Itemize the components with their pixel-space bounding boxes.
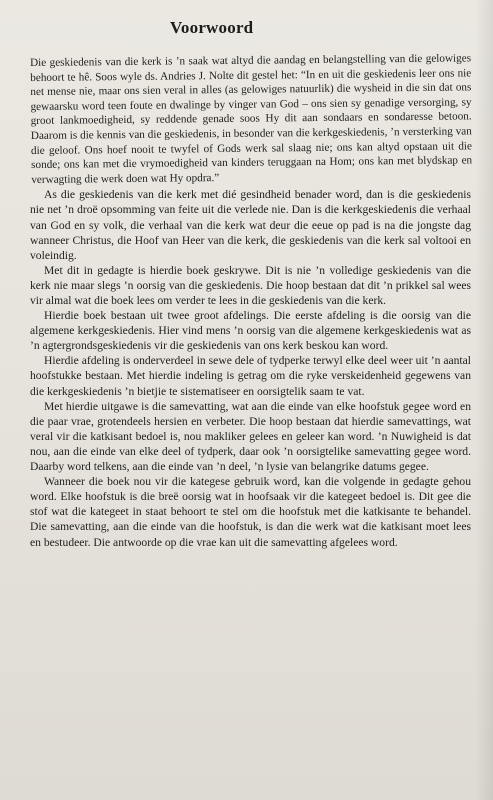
paragraph-1: Die geskiedenis van die kerk is ’n saak wat altyd die aandag en belangstelling van die gelowiges behoort te hê. Soos wyle ds. Andries J. Nolte dit gestel het: “In en uit die geskiedenis leer ons nie net mense nie, maar ons sien veral in alles (as gelowiges natuurlik) die wysheid in die sin dat ons gewaarsku word teen foute en dwalinge by vinger van God – ons sien sy genadige versorging, sy groot lankmoedigheid, sy reddende genade soos Hy dit aan sondaars en sondaresse betoon. Daarom is die kennis van die geskiedenis, in besonder van die kerkgeskiedenis, ’n versterking van die geloof. Ons hoef nooit te twyfel of Gods werk sal slaag nie; ons kan altyd opstaan uit die sonde; ons kan met die vrymoedigheid van kinders teruggaan na Hom; ons kan met blydskap en verwagting die werk doen wat Hy opdra.” — [30, 52, 473, 186]
paragraph-3: Met dit in gedagte is hierdie boek geskrywe. Dit is nie ’n volledige geskiedenis van die kerk nie maar slegs ’n oorsig van die geskiedenis. Die hoop bestaan dat dit ’n prikkel sal wees vir almal wat die boek lees om verder te lees in die geskiedenis van die kerk. — [30, 263, 471, 307]
paragraph-5: Hierdie afdeling is onderverdeel in sewe dele of tydperke terwyl elke deel weer uit ’n aantal hoofstukke bestaan. Met hierdie indeling is getrag om die ryke verskeidenheid gegewens van die kerkgeskiedenis ’n bietjie te sistematiseer en oorsigtelik saam te vat. — [30, 354, 471, 398]
paragraph-4: Hierdie boek bestaan uit twee groot afdelings. Die eerste afdeling is die oorsig van die algemene kerkgeskiedenis. Hier vind mens ’n oorsig van die algemene kerkgeskiedenis wat as ’n agtergrondsgeskiedenis vir die geskiedenis van ons kerk beskou kan word. — [30, 309, 471, 353]
paragraph-6: Met hierdie uitgawe is die samevatting, wat aan die einde van elke hoofstuk gegee word en die paar vrae, grotendeels hersien en verbeter. Die hoop bestaan dat hierdie samevattings, wat veral vir die katkisant bedoel is, nou makliker gelees en geleer kan word. ’n Nuwigheid is dat nou, aan die einde van elke deel of tydperk, daar ook ’n oorsigtelike samevatting gegee word. Daarby word telkens, aan die einde van ’n deel, ’n lysie van belangrike datums gegee. — [30, 399, 471, 474]
page-title: Voorwoord — [170, 18, 254, 37]
page-edge-shadow — [475, 0, 493, 800]
paragraph-7: Wanneer die boek nou vir die kategese gebruik word, kan die volgende in gedagte gehou word. Elke hoofstuk is die breë oorsig wat in hoofsaak vir die kategeet bedoel is. Dit gee die stof wat die kategeet in staat behoort te stel om die hoofstuk met die katkisante te behandel. Die samevatting, aan die einde van die hoofstuk, is dan die werk wat die katkisant moet lees en bestudeer. Die antwoorde op die vrae kan uit die samevatting afgelees word. — [30, 475, 471, 549]
page-body — [30, 52, 473, 550]
paragraph-2: As die geskiedenis van die kerk met dié gesindheid benader word, dan is die geskiedenis nie net ’n droë opsomming van feite uit die verlede nie. Dan is die kerkgeskiedenis die verhaal van God en sy volk, die verhaal van die kerk wat deur die eeue op pad is na die jongste dag wanneer Christus, die Hoof van Heer van die kerk, die geskiedenis van die kerk sal voltooi en voleindig. — [30, 188, 471, 262]
